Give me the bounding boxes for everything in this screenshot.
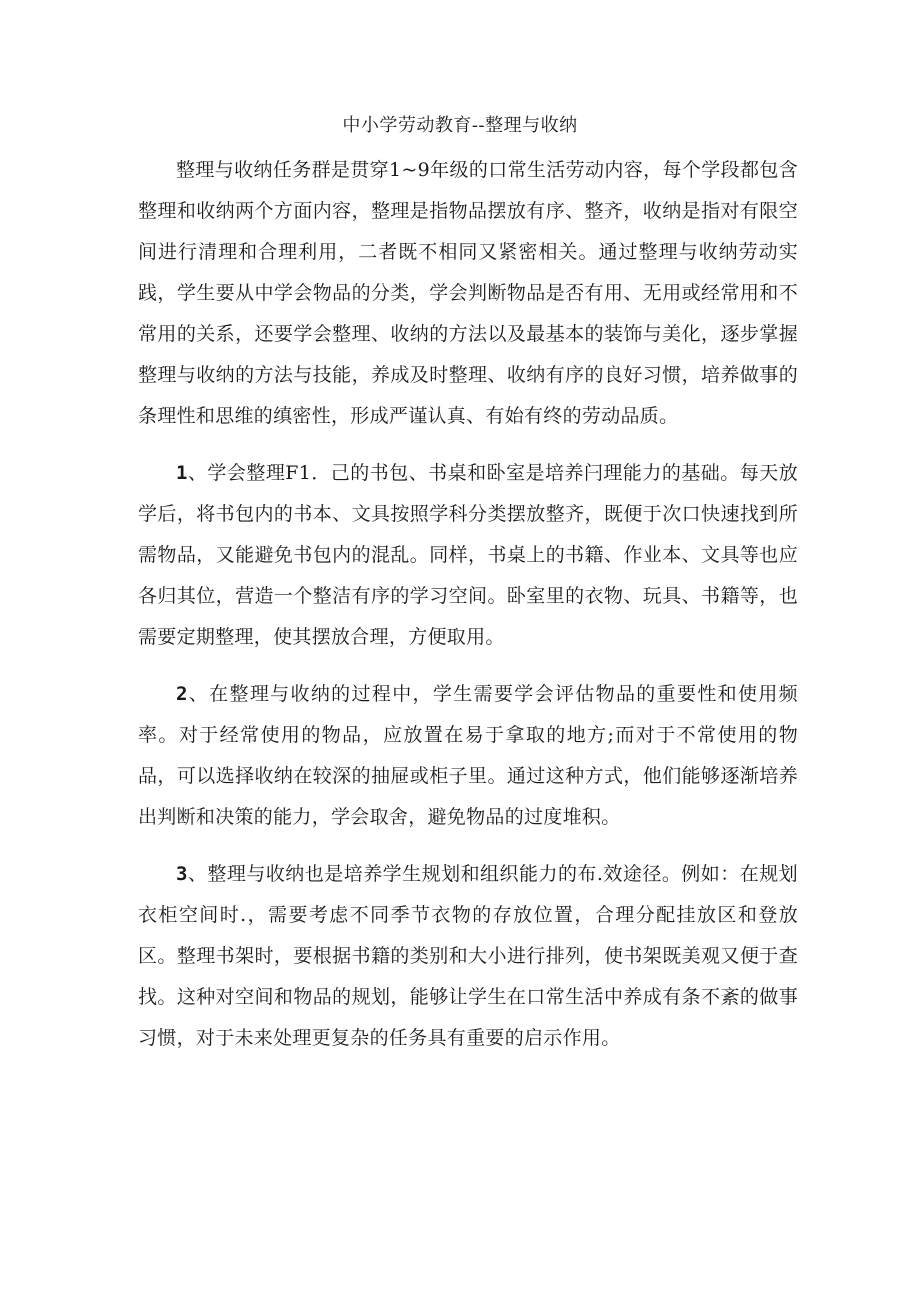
paragraph-number: 2 (176, 683, 188, 705)
paragraph-text: 整理与收纳任务群是贯穿1~9年级的口常生活劳动内容，每个学段都包含整理和收纳两个方面内容，整理是指物品摆放有序、整齐，收纳是指对有限空间进行清理和合理利用，二者既不相同又紧密相关。通过整理与收纳劳动实践，学生要从中学会物品的分类，学会判断物品是否有用、无用或经常用和不常用的关系，还要学会整理、收纳的方法以及最基本的装饰与美化，逐步掌握整理与收纳的方法与技能，养成及时整理、收纳有序的良好习惯，培养做事的条理性和思维的缜密性，形成严谨认真、有始有终的劳动品质。 (138, 159, 798, 427)
paragraph-3 (138, 854, 798, 1059)
paragraph-text: 、整理与收纳也是培养学生规划和组织能力的布.效途径。例如：在规划衣柜空间时.，需要考虑不同季节衣物的存放位置，合理分配挂放区和登放区。整理书架时，要根据书籍的类别和大小进行排列，使书架既美观又便于查找。这种对空间和物品的规划，能够让学生在口常生活中养成有条不紊的做事习惯，对于未来处理更复杂的任务具有重要的启示作用。 (138, 863, 798, 1049)
paragraph-1 (138, 453, 798, 658)
document-title: 中小学劳动教育--整理与收纳 (342, 115, 578, 136)
paragraph-text: 、学会整理F1．己的书包、书桌和卧室是培养闩理能力的基础。每天放学后，将书包内的书本、文具按照学科分类摆放整齐，既便于次口快速找到所需物品，又能避免书包内的混乱。同样，书桌上的书籍、作业本、文具等也应各归其位，营造一个整洁有序的学习空间。卧室里的衣物、玩具、书籍等，也需要定期整理，使其摆放合理，方便取用。 (138, 462, 798, 648)
paragraph-intro (138, 150, 798, 437)
paragraph-2 (138, 674, 798, 838)
paragraph-number: 3 (176, 863, 188, 885)
document-body (138, 150, 798, 1075)
paragraph-number: 1 (176, 462, 188, 484)
paragraph-text: 、在整理与收纳的过程中，学生需要学会评估物品的重要性和使用频率。对于经常使用的物品，应放置在易于拿取的地方;而对于不常使用的物品，可以选择收纳在较深的抽屉或柜子里。通过这种方式，他们能够逐渐培养出判断和决策的能力，学会取舍，避免物品的过度堆积。 (138, 683, 798, 828)
